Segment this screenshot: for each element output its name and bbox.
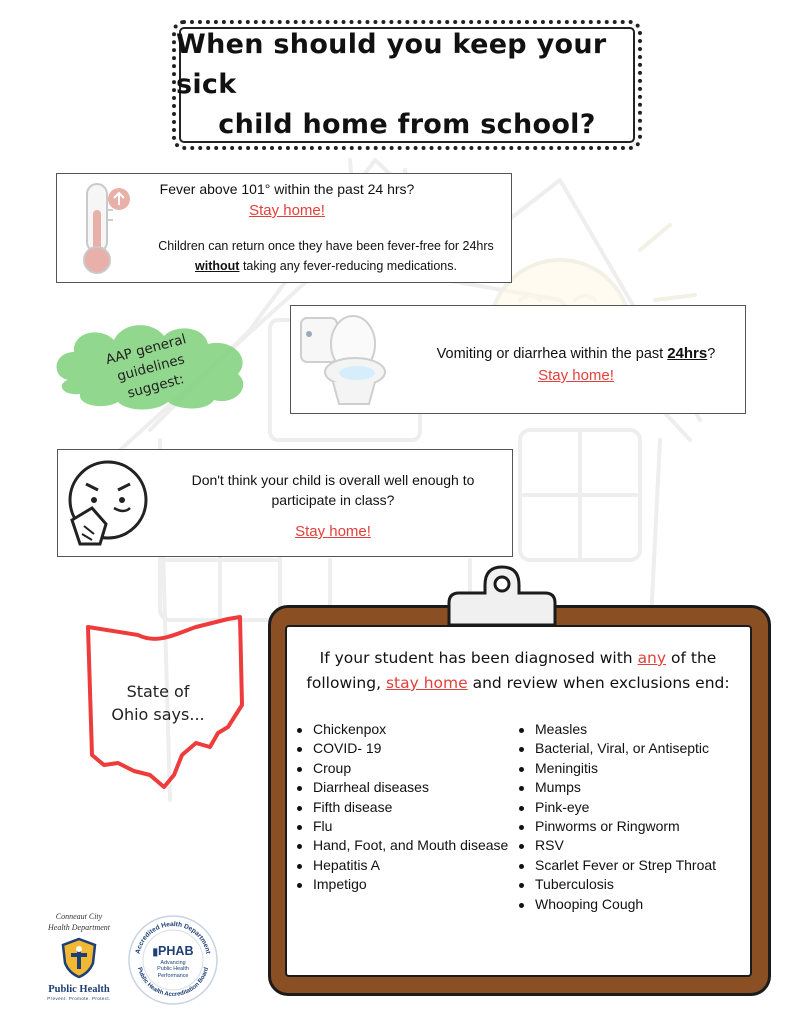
shield-icon [59,937,99,979]
phab-ring-top: Accredited Health Department [134,920,212,955]
aap-cloud [48,318,254,410]
cchd-tagline: Prevent. Promote. Protect. [47,996,111,1001]
heading-line2-prefix: following, [306,674,382,692]
phab-ring-bottom: Public Health Accreditation Board [135,966,211,999]
list-item: Impetigo [296,875,508,894]
list-item: Diarrheal diseases [296,778,508,797]
list-item: Pinworms or Ringworm [518,817,716,836]
fever-card [56,173,512,283]
clipboard-heading-line1 [300,646,736,671]
cchd-logo [36,911,122,1001]
phab-name-text: PHAB [158,944,194,958]
fever-note-rest: taking any fever-reducing medications. [242,259,457,273]
list-item: Meningitis [518,759,716,778]
vomit-question-emphasis: 24hrs [667,345,708,362]
vomit-question [421,344,731,364]
list-item: Hand, Foot, and Mouth disease [296,836,508,855]
list-item: Measles [518,720,716,739]
heading-line1-prefix: If your student has been diagnosed with [319,649,633,667]
list-item: COVID- 19 [296,739,508,758]
fever-note-line1: Children can return once they have been fever-free for 24hrs [158,239,494,253]
sick-card [57,449,513,557]
fever-stay-home: Stay home! [249,202,325,219]
cchd-line1: Conneaut City [55,912,103,921]
diagnosis-list-right [518,720,716,914]
thermometer-icon [75,180,133,276]
phab-seal [127,914,219,1006]
list-item: Croup [296,759,508,778]
sick-face-icon [62,458,152,550]
list-item: Flu [296,817,508,836]
cchd-line2: Health Department [48,923,110,932]
list-item: Scarlet Fever or Strep Throat [518,856,716,875]
phab-sub1: Advancing [160,960,186,966]
fever-note-emphasis: without [195,259,240,273]
phab-sub2: Public Health [157,966,189,973]
heading-line1-emphasis: any [637,649,667,667]
phab-sub3: Performance [157,972,189,979]
clipboard-clip-icon [443,563,561,629]
list-item: Tuberculosis [518,875,716,894]
list-item: Bacterial, Viral, or Antiseptic [518,739,716,758]
clipboard-heading [300,646,736,696]
fever-question: Fever above 101° within the past 24 hrs? [159,181,415,197]
sick-question-line1: Don't think your child is overall well enough to [191,472,475,488]
sick-question-line2: participate in class? [271,492,395,508]
cchd-public-health: Public Health [48,984,110,995]
clipboard-heading-line2 [300,671,736,696]
list-item: Hepatitis A [296,856,508,875]
page-title-line1: When should you keep your sick [176,29,607,100]
list-item: RSV [518,836,716,855]
vomit-question-suffix: ? [707,346,716,362]
vomit-question-prefix: Vomiting or diarrhea within the past [436,346,664,362]
heading-line1-suffix: of the [671,649,717,667]
aap-cloud-text: AAP general guidelines suggest: [103,331,188,402]
heading-line2-emphasis: stay home [385,674,468,692]
ohio-says-text [106,680,210,726]
fever-note-line2 [141,256,511,276]
list-item: Fifth disease [296,798,508,817]
ohio-text-line1: State of [126,682,190,701]
list-item: Chickenpox [296,720,508,739]
sick-stay-home: Stay home! [295,523,371,540]
list-item: Mumps [518,778,716,797]
vomit-stay-home: Stay home! [538,367,614,384]
heading-line2-suffix: and review when exclusions end: [472,674,730,692]
title-banner [172,20,642,150]
page-title-line2: child home from school? [218,109,596,140]
list-item: Whooping Cough [518,895,716,914]
vomit-card [290,305,746,414]
ohio-text-line2: Ohio says... [111,705,205,724]
phab-name: ▮PHAB [152,944,194,958]
toilet-icon [297,310,389,408]
list-item: Pink-eye [518,798,716,817]
diagnosis-list-left [296,720,508,895]
